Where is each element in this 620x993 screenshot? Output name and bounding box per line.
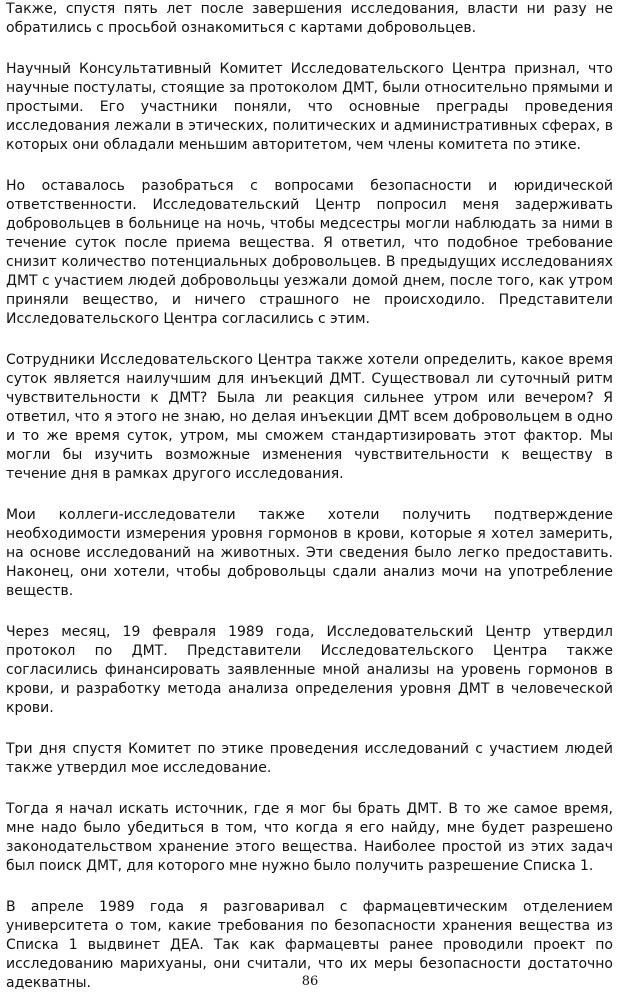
body-text <box>6 0 613 993</box>
paragraph-6: Через месяц, 19 февраля 1989 года, Исследовательский Центр утвердил протокол по ДМТ. Представители Исследовательского Центра также согласились финансировать заявленные мной анализы на уровень гормонов в крови, и разработку метода анализа определения уровня ДМТ в человеческой крови. <box>6 624 613 716</box>
paragraph-5: Мои коллеги-исследователи также хотели получить подтверждение необходимости измерения уровня гормонов в крови, которые я хотел замерить, на основе исследований на животных. Эти сведения было легко предоставить. Наконец, они хотели, чтобы добровольцы сдали анализ мочи на употребление веществ. <box>6 507 613 599</box>
paragraph-1: Также, спустя пять лет после завершения исследования, власти ни разу не обратились с просьбой ознакомиться с картами добровольцев. <box>6 1 613 36</box>
paragraph-9: В апреле 1989 года я разговаривал с фармацевтическим отделением университета о том, какие требования по безопасности хранения вещества из Списка 1 выдвинет ДЕА. Так как фармацевты ранее проводили проект по исследованию марихуаны, они считали, что их меры безопасности достаточно адекватны. <box>6 899 613 991</box>
paragraph-4: Сотрудники Исследовательского Центра также хотели определить, какое время суток является наилучшим для инъекций ДМТ. Существовал ли суточный ритм чувствительности к ДМТ? Была ли реакция сильнее утром или вечером? Я ответил, что я этого не знаю, но делая инъекции ДМТ всем добровольцем в одно и то же время суток, утром, мы сможем стандартизировать этот фактор. Мы могли бы изучить возможные изменения чувствительности к веществу в течение дня в рамках другого исследования. <box>6 352 613 482</box>
paragraph-2: Научный Консультативный Комитет Исследовательского Центра признал, что научные постулаты, стоящие за протоколом ДМТ, были относительно прямыми и простыми. Его участники поняли, что основные преграды проведения исследования лежали в этических, политических и административных сферах, в которых они обладали меньшим авторитетом, чем члены комитета по этике. <box>6 61 613 153</box>
paragraph-7: Три дня спустя Комитет по этике проведения исследований с участием людей также утвердил мое исследование. <box>6 741 613 776</box>
paragraph-8: Тогда я начал искать источник, где я мог бы брать ДМТ. В то же самое время, мне надо было убедиться в том, что когда я его найду, мне будет разрешено законодательством хранение этого вещества. Наиболее простой из этих задач был поиск ДМТ, для которого мне нужно было получить разрешение Списка 1. <box>6 801 613 874</box>
paragraph-3: Но оставалось разобраться с вопросами безопасности и юридической ответственности. Исследовательский Центр попросил меня задерживать добровольцев в больнице на ночь, чтобы медсестры могли наблюдать за ними в течение суток после приема вещества. Я ответил, что подобное требование снизит количество потенциальных добровольцев. В предыдущих исследованиях ДМТ с участием людей добровольцы уезжали домой днем, после того, как утром приняли вещество, и ничего страшного не происходило. Представители Исследовательского Центра согласились с этим. <box>6 178 613 327</box>
page-number: 86 <box>301 974 319 989</box>
